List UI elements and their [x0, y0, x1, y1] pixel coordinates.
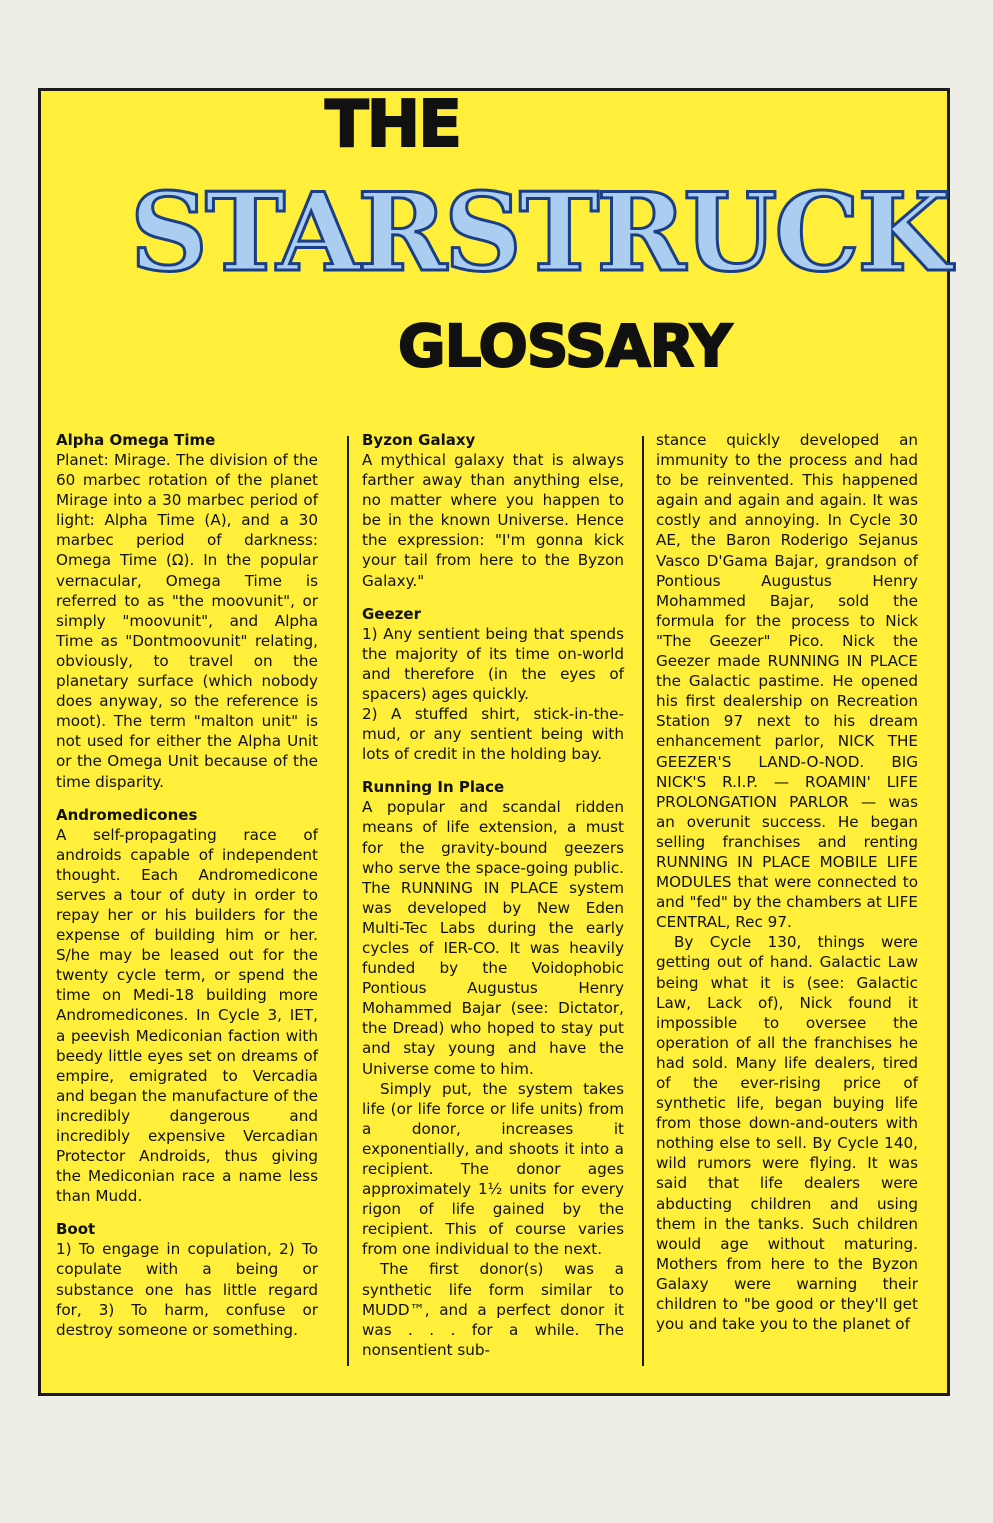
column-divider [347, 436, 349, 1366]
column-divider [642, 436, 644, 1366]
definition-paragraph: A popular and scandal ridden means of life extension, a must for the gravity-bound geezers who serve the space-going public. The RUNNING IN PLACE system was developed by New Eden Multi-Tec Labs during the early cycles of IER-CO. It was heavily funded by the Voidophobic Pontious Augustus Henry Mohammed Bajar (see: Dictator, the Dread) who hoped to stay put and stay young and have the Universe come to him. [362, 798, 624, 1078]
entry-running-in-place [362, 777, 624, 1360]
definition-sense-1: 1) Any sentient being that spends the majority of its time on-world and therefore (in the eyes of spacers) ages quickly. [362, 624, 624, 703]
entry-boot [56, 1219, 318, 1339]
entry-term: Andromedicones [56, 805, 198, 824]
entry-byzon-galaxy [362, 430, 624, 591]
title-header [0, 0, 993, 420]
title-logo [0, 0, 993, 420]
glossary-column-2 [362, 430, 624, 1373]
continued-paragraph: By Cycle 130, things were getting out of hand. Galactic Law being what it is (see: Galactic Law, Lack of), Nick found it impossible to oversee the operation of all the franchises he had sold. Many life dealers, tired of the ever-rising price of synthetic life, began buying life from those down-and-outers with nothing else to sell. By Cycle 140, wild rumors were flying. It was said that life dealers were abducting children and using them in the tanks. Such children would age without maturing. Mothers from here to the Byzon Galaxy were warning their children to "be good or they'll get you and take you to the planet of [656, 933, 918, 1334]
title-glossary: GLOSSARY [398, 312, 732, 380]
entry-alpha-omega-time [56, 430, 318, 792]
entry-term: Alpha Omega Time [56, 431, 216, 449]
entry-definition: Planet: Mirage. The division of the 60 marbec rotation of the planet Mirage into a 30 marbec period of light: Alpha Time (A), and a 30 marbec period of darkness: Omega Time (Ω). In the popular vernacular, Omega Time is referred to as "the moovunit", or simply "moovunit", and Alpha Time as "Dontmoovunit" relating, obviously, to travel on the planetary surface (which nobody does anyway, so the reference is moot). The term "malton unit" is not used for either the Alpha Unit or the Omega Unit because of the time disparity. [56, 451, 318, 791]
entry-definition: A mythical galaxy that is always farther away than anything else, no matter where you happen to be in the known Universe. Hence the expression: "I'm gonna kick your tail from here to the Byzon Galaxy." [362, 451, 624, 590]
title-starstruck: STARSTRUCK [130, 170, 949, 296]
definition-paragraph: The first donor(s) was a synthetic life form similar to MUDD™, and a perfect donor it was . . . for a while. The nonsentient sub- [362, 1260, 624, 1359]
definition-sense-2: 2) A stuffed shirt, stick-in-the-mud, or any sentient being with lots of credit in the holding bay. [362, 705, 624, 764]
entry-geezer [362, 604, 624, 765]
entry-term: Byzon Galaxy [362, 431, 476, 449]
entry-term: Boot [56, 1220, 96, 1239]
glossary-column-3 [656, 430, 918, 1334]
definition-paragraph: Simply put, the system takes life (or life force or life units) from a donor, increases it exponentially, and shoots it into a recipient. The donor ages approximately 1½ units for every rigon of life gained by the recipient. This of course varies from one individual to the next. [362, 1079, 624, 1259]
entry-definition [362, 624, 624, 765]
title-the: THE [325, 88, 460, 162]
entry-andromedicones [56, 805, 318, 1207]
entry-term: Running In Place [362, 778, 505, 797]
entry-definition: 1) To engage in copulation, 2) To copulate with a being or substance one has little regard for, 3) To harm, confuse or destroy someone or something. [56, 1240, 318, 1339]
entry-definition: A self-propagating race of androids capable of independent thought. Each Andromedicone serves a tour of duty in order to repay her or his builders for the expense of building him or her. S/he may be leased out for the twenty cycle term, or spend the time on Medi-18 building more Andromedicones. In Cycle 3, IET, a peevish Mediconian faction with beedy little eyes set on dreams of empire, emigrated to Vercadia and began the manufacture of the incredibly dangerous and incredibly expensive Vercadian Protector Androids, thus giving the Mediconian race a name less than Mudd. [56, 825, 318, 1206]
glossary-column-1 [56, 430, 318, 1353]
entry-term: Geezer [362, 604, 421, 623]
entry-definition [362, 797, 624, 1360]
continued-paragraph: stance quickly developed an immunity to the process and had to be reinvented. This happened again and again and again. It was costly and annoying. In Cycle 30 AE, the Baron Roderigo Sejanus Vasco D'Gama Bajar, grandson of Pontious Augustus Henry Mohammed Bajar, sold the formula for the process to Nick "The Geezer" Pico. Nick the Geezer made RUNNING IN PLACE the Galactic pastime. He opened his first dealership on Recreation Station 97 next to his dream enhancement parlor, NICK THE GEEZER'S LAND-O-NOD. BIG NICK'S R.I.P. — ROAMIN' LIFE PROLONGATION PARLOR — was an overunit success. He began selling franchises and renting RUNNING IN PLACE MOBILE LIFE MODULES that were connected to and "fed" by the chambers at LIFE CENTRAL, Rec 97. [656, 431, 918, 932]
